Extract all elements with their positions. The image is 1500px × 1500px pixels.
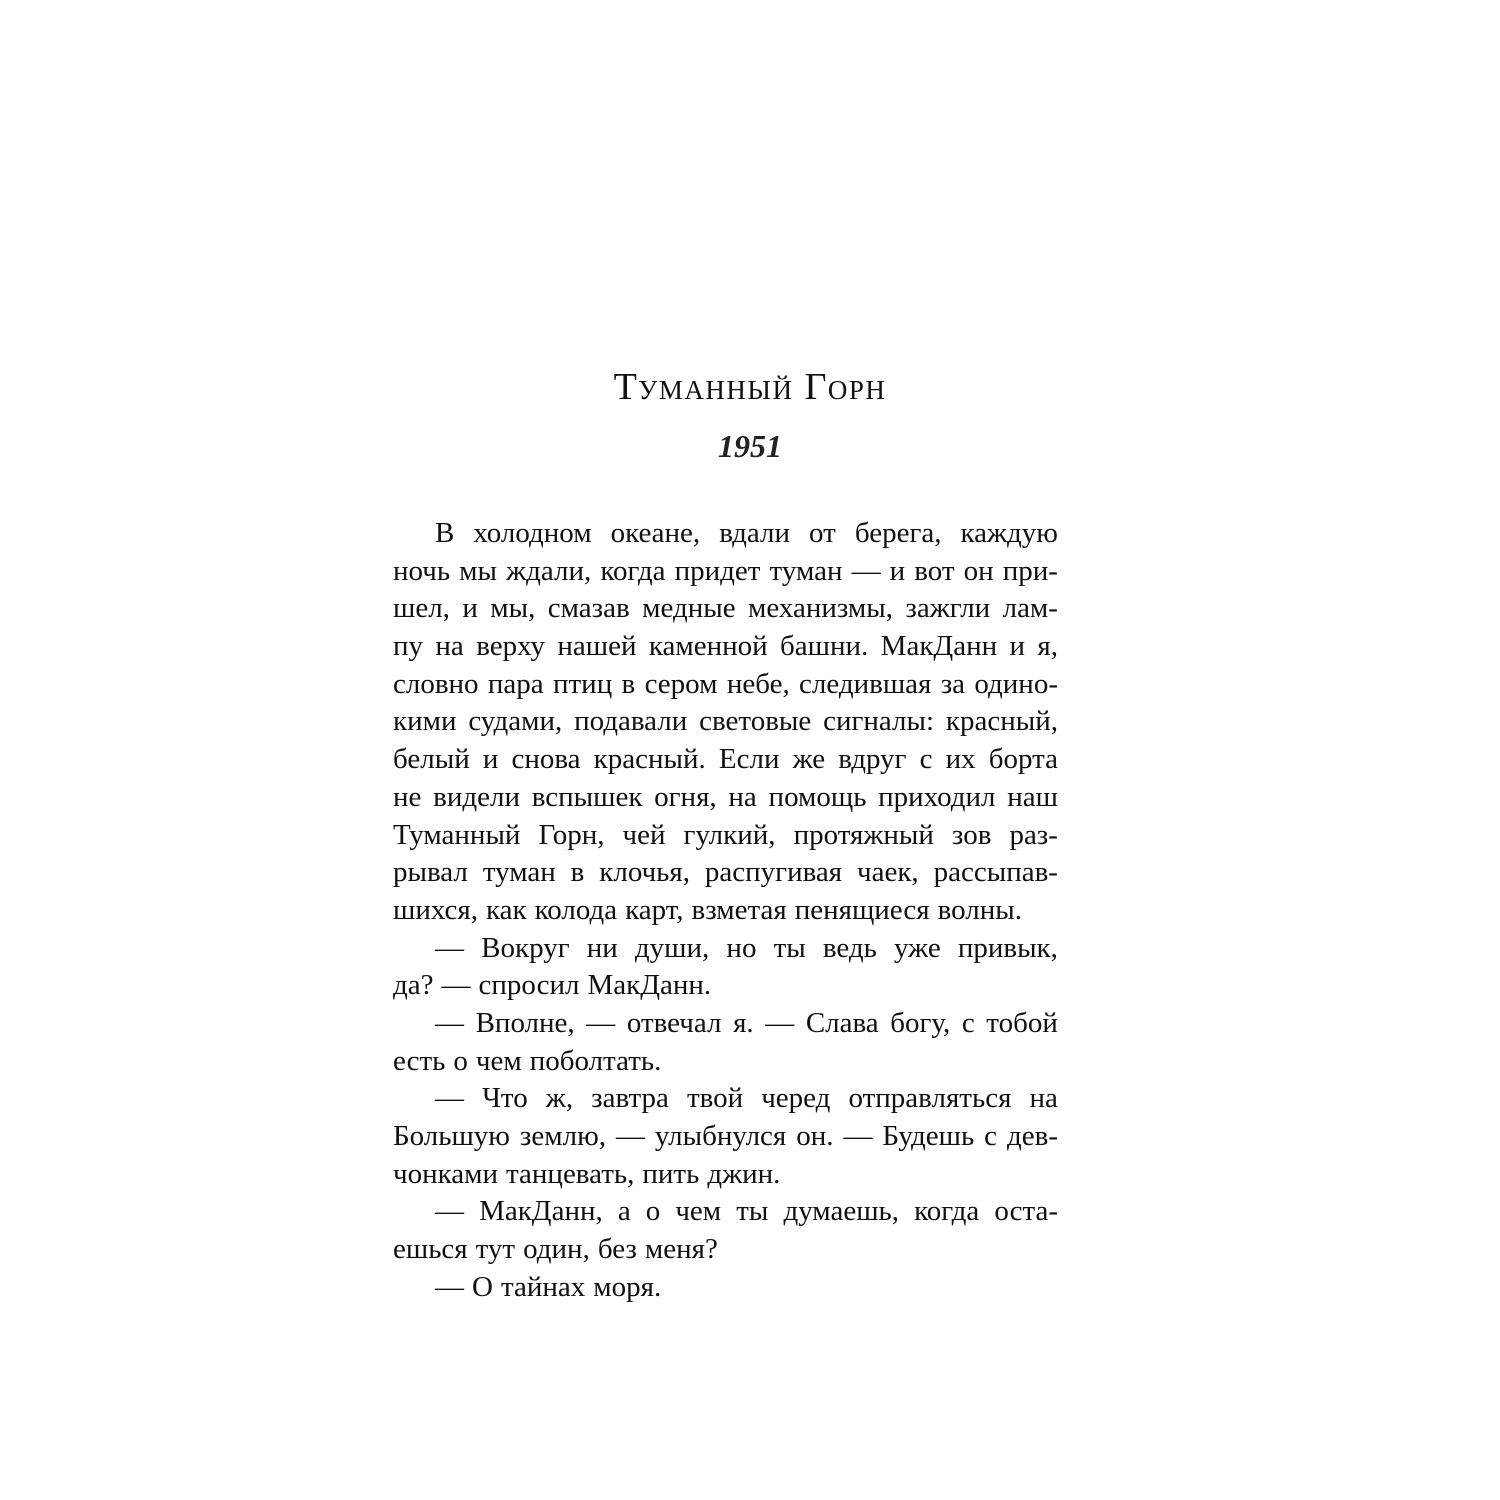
word: Вокруг (481, 931, 570, 964)
word: сером (644, 667, 718, 700)
word: световые (699, 705, 812, 738)
word: взметая (691, 893, 787, 926)
word: думаешь, (783, 1195, 900, 1228)
word: клочья, (599, 856, 690, 889)
word: вспышек (531, 780, 643, 813)
word: — (435, 1082, 464, 1115)
word: — (435, 1195, 464, 1228)
word: отвечал (626, 1006, 722, 1039)
word: волны. (937, 893, 1022, 926)
word: туман (482, 856, 556, 889)
word: — (843, 1120, 873, 1152)
text-line (393, 817, 1058, 855)
word: ведь (822, 931, 877, 964)
word: один, (523, 1233, 590, 1266)
word: красный. (593, 743, 706, 776)
text-line (393, 1043, 1058, 1081)
word: небе, (726, 667, 790, 700)
text-line (393, 854, 1058, 892)
word: вдруг (838, 743, 907, 776)
word: механизмы, (748, 592, 893, 625)
word: раз- (1009, 818, 1058, 851)
word: мы, (490, 592, 536, 625)
word: на (1029, 1082, 1058, 1115)
text-line (393, 1005, 1058, 1043)
word: а (617, 1195, 631, 1228)
word: тут (475, 1233, 516, 1266)
word: — (615, 1120, 645, 1152)
word: сигналы: (823, 705, 935, 738)
word: Будешь (882, 1120, 975, 1152)
word: В (435, 517, 455, 549)
word: на (728, 780, 757, 813)
word: с (919, 743, 933, 776)
word: шел, (393, 592, 450, 625)
word: чаек, (857, 856, 919, 889)
word: верху (476, 630, 545, 663)
word: я, (1037, 630, 1058, 663)
word: он (963, 554, 994, 587)
word: уже (894, 931, 941, 964)
word: вдали (719, 517, 791, 549)
word: океане, (610, 517, 701, 549)
word: МакДанн (880, 630, 998, 663)
word: меня? (644, 1233, 718, 1266)
text-line (393, 553, 1058, 591)
word: улыбнулся (654, 1120, 787, 1152)
word: придет (674, 554, 761, 587)
word: О (472, 1270, 493, 1303)
word: в (621, 667, 636, 700)
word: когда (914, 1195, 980, 1228)
word: дев- (1007, 1120, 1058, 1152)
word: он. (796, 1120, 834, 1152)
word: одино- (974, 667, 1058, 700)
text-line (393, 1193, 1058, 1231)
text-line (393, 666, 1058, 704)
word: и (889, 554, 906, 587)
word: оста- (994, 1195, 1058, 1228)
word: — (435, 1270, 464, 1303)
word: ждали, (506, 554, 592, 587)
word: шихся, (393, 893, 478, 926)
word: снова (511, 743, 581, 776)
word: видели (433, 780, 520, 813)
word: красный, (945, 705, 1058, 738)
word: МакДанн, (479, 1195, 603, 1228)
text-line (393, 892, 1058, 930)
text-line (393, 703, 1058, 741)
word: при- (1002, 554, 1058, 587)
word: поболтать. (529, 1044, 662, 1077)
word: протяжный (793, 818, 934, 851)
word: чем (675, 1195, 722, 1228)
word: рывал (393, 856, 468, 889)
word: не (393, 780, 422, 813)
word: — (765, 1006, 795, 1039)
word: белый (393, 743, 470, 776)
story-title: Туманный Горн (613, 366, 887, 408)
word: как (485, 893, 527, 926)
word: на (435, 630, 464, 663)
word: джин. (707, 1157, 781, 1190)
word: твой (686, 1082, 744, 1115)
word: за (940, 667, 966, 700)
word: вот (914, 554, 955, 587)
word: тайнах (500, 1270, 586, 1303)
word: Горн, (538, 818, 605, 851)
word: гулкий, (683, 818, 776, 851)
word: башни. (780, 630, 869, 663)
word: Если (718, 743, 780, 776)
word: Что (482, 1082, 528, 1115)
text-line (393, 779, 1058, 817)
story-body (393, 515, 1058, 1306)
word: наш (1007, 780, 1058, 813)
word: чонками (393, 1157, 498, 1190)
text-line (393, 741, 1058, 779)
word: приходил (878, 780, 996, 813)
text-line (393, 930, 1058, 968)
word: распугивая (704, 856, 843, 889)
word: следившая (799, 667, 932, 700)
word: Туманный (393, 818, 521, 851)
word: каждую (960, 517, 1058, 549)
word: от (809, 517, 836, 549)
word: ни (586, 931, 618, 964)
word: Слава (805, 1006, 879, 1039)
word: богу, (890, 1006, 951, 1039)
word: рассыпав- (933, 856, 1058, 889)
text-line (393, 1118, 1058, 1156)
word: смазав (547, 592, 630, 625)
word: колода (534, 893, 618, 926)
word: лам- (1002, 592, 1058, 625)
word: пить (642, 1157, 700, 1190)
word: ты (773, 931, 806, 964)
word: их (945, 743, 976, 776)
word: спросил (478, 969, 580, 1002)
word: ешься (393, 1233, 468, 1266)
word: пара (487, 667, 544, 700)
text-line (393, 1080, 1058, 1118)
word: — (586, 1006, 616, 1039)
word: — (851, 554, 881, 587)
word: ты (736, 1195, 769, 1228)
text-line (393, 515, 1058, 553)
word: подавали (574, 705, 688, 738)
word: словно (393, 667, 479, 700)
word: борта (988, 743, 1058, 776)
word: Вполне, (475, 1006, 575, 1039)
word: ж, (545, 1082, 574, 1115)
word: о (453, 1044, 468, 1077)
word: медные (642, 592, 736, 625)
word: же (792, 743, 826, 776)
text-line (393, 590, 1058, 628)
word: завтра (591, 1082, 669, 1115)
word: черед (761, 1082, 831, 1115)
word: да? (393, 969, 434, 1002)
word: — (435, 1006, 464, 1039)
word: птиц (552, 667, 613, 700)
word: кими (393, 705, 457, 738)
word: ночь (393, 554, 451, 587)
word: но (726, 931, 757, 964)
word: землю, (519, 1120, 606, 1152)
word: с (961, 1006, 975, 1039)
word: пу (393, 630, 424, 663)
word: — (435, 931, 464, 964)
word: когда (600, 554, 666, 587)
word: есть (393, 1044, 446, 1077)
word: — (441, 969, 471, 1002)
word: туман (769, 554, 843, 587)
text-line (393, 1231, 1058, 1269)
word: привык, (957, 931, 1058, 964)
word: танцевать, (506, 1157, 635, 1190)
word: отправляться (848, 1082, 1012, 1115)
word: в (570, 856, 585, 889)
word: пенящиеся (794, 893, 930, 926)
word: и (1009, 630, 1026, 663)
word: нашей (557, 630, 637, 663)
word: и (462, 592, 478, 625)
word: я. (733, 1006, 754, 1039)
text-line (393, 1269, 1058, 1307)
word: и (482, 743, 499, 776)
word: без (597, 1233, 637, 1266)
story-year: 1951 (718, 428, 782, 464)
word: о (645, 1195, 661, 1228)
word: зов (951, 818, 992, 851)
word: чей (622, 818, 666, 851)
word: мы (459, 554, 498, 587)
text-line (393, 1156, 1058, 1194)
word: тобой (986, 1006, 1058, 1039)
word: чем (475, 1044, 522, 1077)
word: холодном (473, 517, 592, 549)
word: помощь (768, 780, 867, 813)
word: души, (634, 931, 710, 964)
word: берега, (854, 517, 942, 549)
word: с (984, 1120, 998, 1152)
word: зажгли (905, 592, 991, 625)
text-line (393, 628, 1058, 666)
word: карт, (625, 893, 684, 926)
word: МакДанн. (587, 969, 712, 1002)
word: моря. (593, 1270, 662, 1303)
word: Большую (393, 1120, 510, 1152)
word: огня, (654, 780, 717, 813)
word: судами, (468, 705, 563, 738)
word: каменной (648, 630, 768, 663)
text-line (393, 967, 1058, 1005)
